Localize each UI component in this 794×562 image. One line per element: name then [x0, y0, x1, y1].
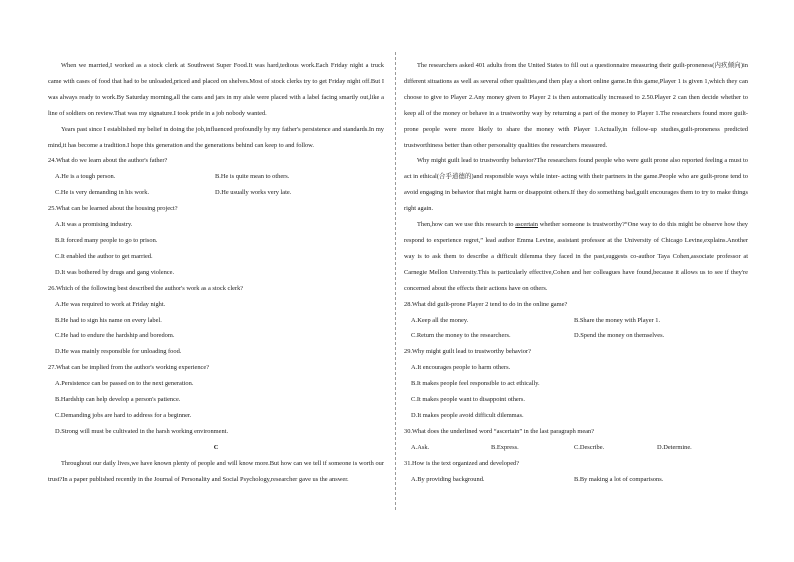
option-row	[404, 328, 748, 344]
passage-paragraph	[404, 217, 748, 297]
option-d: D.Strong will must be cultivated in the harsh working environment.	[55, 427, 229, 435]
passage-paragraph: Why might guilt lead to trustworthy behavior?The researchers found people who were guilt prone also reported feeling a must to act in ethical(合乎道德的)and responsible ways while inter- acting with their partners in the game.People who are guilt-prone tend to avoid engaging in behavior that might harm or disappoint others.If they do something bad,guilt encourages them to try to make things right again.	[404, 157, 748, 213]
text-run: whether someone is trustworthy?“One way to do this might be observe how they respond to experience regret,” lead author Emma Levine, assistant professor at the University of Chicago Levine,explains.Another way is to ask them to describe a difficult dilemma they faced in the past,suggests co-author Taya Cohen,associate professor at Carnegie Mellon University.This is particularly effective,Cohen and her colleagues have found,because it allows us to see if they're concerned about the effects their actions have on others.	[404, 221, 749, 292]
option-b: B.Share the money with Player 1.	[574, 316, 661, 324]
passage-paragraph: Throughout our daily lives,we have known plenty of people and will know more.But how can we tell if someone is worth our trust?In a paper published recently in the Journal of Personality and Social Psychology,researcher gave us the answer.	[48, 459, 384, 483]
left-column	[48, 58, 384, 487]
column-divider	[395, 52, 396, 510]
question-26	[48, 281, 384, 361]
option-d: D.Spend the money on themselves.	[574, 332, 665, 340]
option-b: B.He is quite mean to others.	[215, 173, 290, 181]
question-stem: 27.What can be implied from the author's working experience?	[48, 364, 210, 372]
option-b: B.He had to sign his name on every label.	[55, 316, 162, 324]
question-28	[404, 297, 748, 345]
option-d: D.He usually works very late.	[215, 189, 292, 197]
question-24	[48, 153, 384, 201]
option-a: A.It was a promising industry.	[55, 221, 133, 229]
question-31	[404, 456, 748, 488]
option-c: C.Demanding jobs are hard to address for a beginner.	[55, 411, 192, 419]
option-b: B.Express.	[491, 443, 519, 451]
option-a: A.Persistence can be passed on to the next generation.	[55, 380, 194, 388]
option-c: C.It enabled the author to get married.	[55, 252, 153, 260]
option-b: B.It forced many people to go to prison.	[55, 236, 158, 244]
option-a: A.He was required to work at Friday night.	[55, 300, 166, 308]
option-c: C.He is very demanding in his work.	[55, 189, 150, 197]
option-d: D.It was bothered by drugs and gang violence.	[55, 268, 175, 276]
option-a: A.Keep all the money.	[411, 316, 469, 324]
question-stem: 26.Which of the following best described the author's work as a stock clerk?	[48, 284, 244, 292]
question-30	[404, 424, 748, 456]
text-run: Then,how can we use this research to	[417, 221, 516, 229]
option-c: C.He had to endure the hardship and boredom.	[55, 332, 175, 340]
option-c: C.Return the money to the researchers.	[411, 332, 511, 340]
question-stem: 28.What did guilt-prone Player 2 tend to do in the online game?	[404, 300, 568, 308]
passage-paragraph: Years past since I established my belief in doing the job,influenced profoundly by my father's persistence and standards.In my mind,it has become a tradition.I hope this generation and the generations behind can keep to and follow.	[48, 125, 384, 149]
question-stem: 29.Why might guilt lead to trustworthy behavior?	[404, 348, 531, 356]
option-c: C.Describe.	[574, 443, 605, 451]
option-a: A.By providing background.	[411, 475, 485, 483]
question-stem: 30.What does the underlined word “ascertain” in the last paragraph mean?	[404, 427, 595, 435]
underlined-word: ascertain	[515, 221, 538, 229]
section-heading: C	[213, 443, 219, 451]
option-d: D.It makes people avoid difficult dilemmas.	[411, 411, 524, 419]
option-row	[404, 313, 748, 329]
option-b: B.It makes people feel responsible to act ethically.	[411, 380, 540, 388]
option-c: C.It makes people want to disappoint others.	[411, 396, 525, 404]
option-a: A.Ask.	[411, 443, 430, 451]
question-25	[48, 201, 384, 281]
option-b: B.Hardship can help develop a person's patience.	[55, 396, 181, 404]
passage-paragraph: The researchers asked 401 adults from the United States to fill out a questionnaire measuring their guilt-proneness(内疚倾向)in different situations as well as several other qualities,and then play a short online game.In this game,Player 1 is given 1,which they can choose to give to Player 2.Any money given to Player 2 is then automatically increased to 2.50.Player 2 can then decide whether to keep all of the money or behave in a trustworthy way by returning a part of the money to Player 1.The researchers found more guilt-prone people were more likely to share the money with Player 1.Actually,in follow-up studies,guilt-proneness predicted trustworthiness better than other personality qualities the researchers measured.	[404, 62, 748, 149]
option-b: B.By making a lot of comparisons.	[574, 475, 664, 483]
question-27	[48, 360, 384, 440]
option-a: A.It encourages people to harm others.	[411, 364, 511, 372]
option-row	[48, 185, 384, 201]
right-column	[404, 58, 748, 487]
option-a: A.He is a tough person.	[55, 173, 116, 181]
question-stem: 31.How is the text organized and developed?	[404, 459, 520, 467]
passage-paragraph: When we married,I worked as a stock clerk at Southwest Super Food.It was hard,tedious work.Each Friday night a truck came with cases of food that had to be unloaded,priced and placed on shelves.Most of stock clerks try to get Friday night off.But I was always ready to work.By Saturday morning,all the cans and jars in my aisle were placed with a label facing smartly out,like a line of soldiers on review.That was my signature.I took pride in a job nobody wanted.	[48, 62, 384, 117]
question-stem: 25.What can be learned about the housing project?	[48, 205, 178, 213]
option-row	[404, 472, 748, 488]
option-row	[48, 169, 384, 185]
option-row	[404, 440, 748, 456]
option-d: D.Determine.	[657, 443, 692, 451]
question-stem: 24.What do we learn about the author's father?	[48, 157, 168, 165]
option-d: D.He was mainly responsible for unloading food.	[55, 348, 182, 356]
question-29	[404, 344, 748, 424]
